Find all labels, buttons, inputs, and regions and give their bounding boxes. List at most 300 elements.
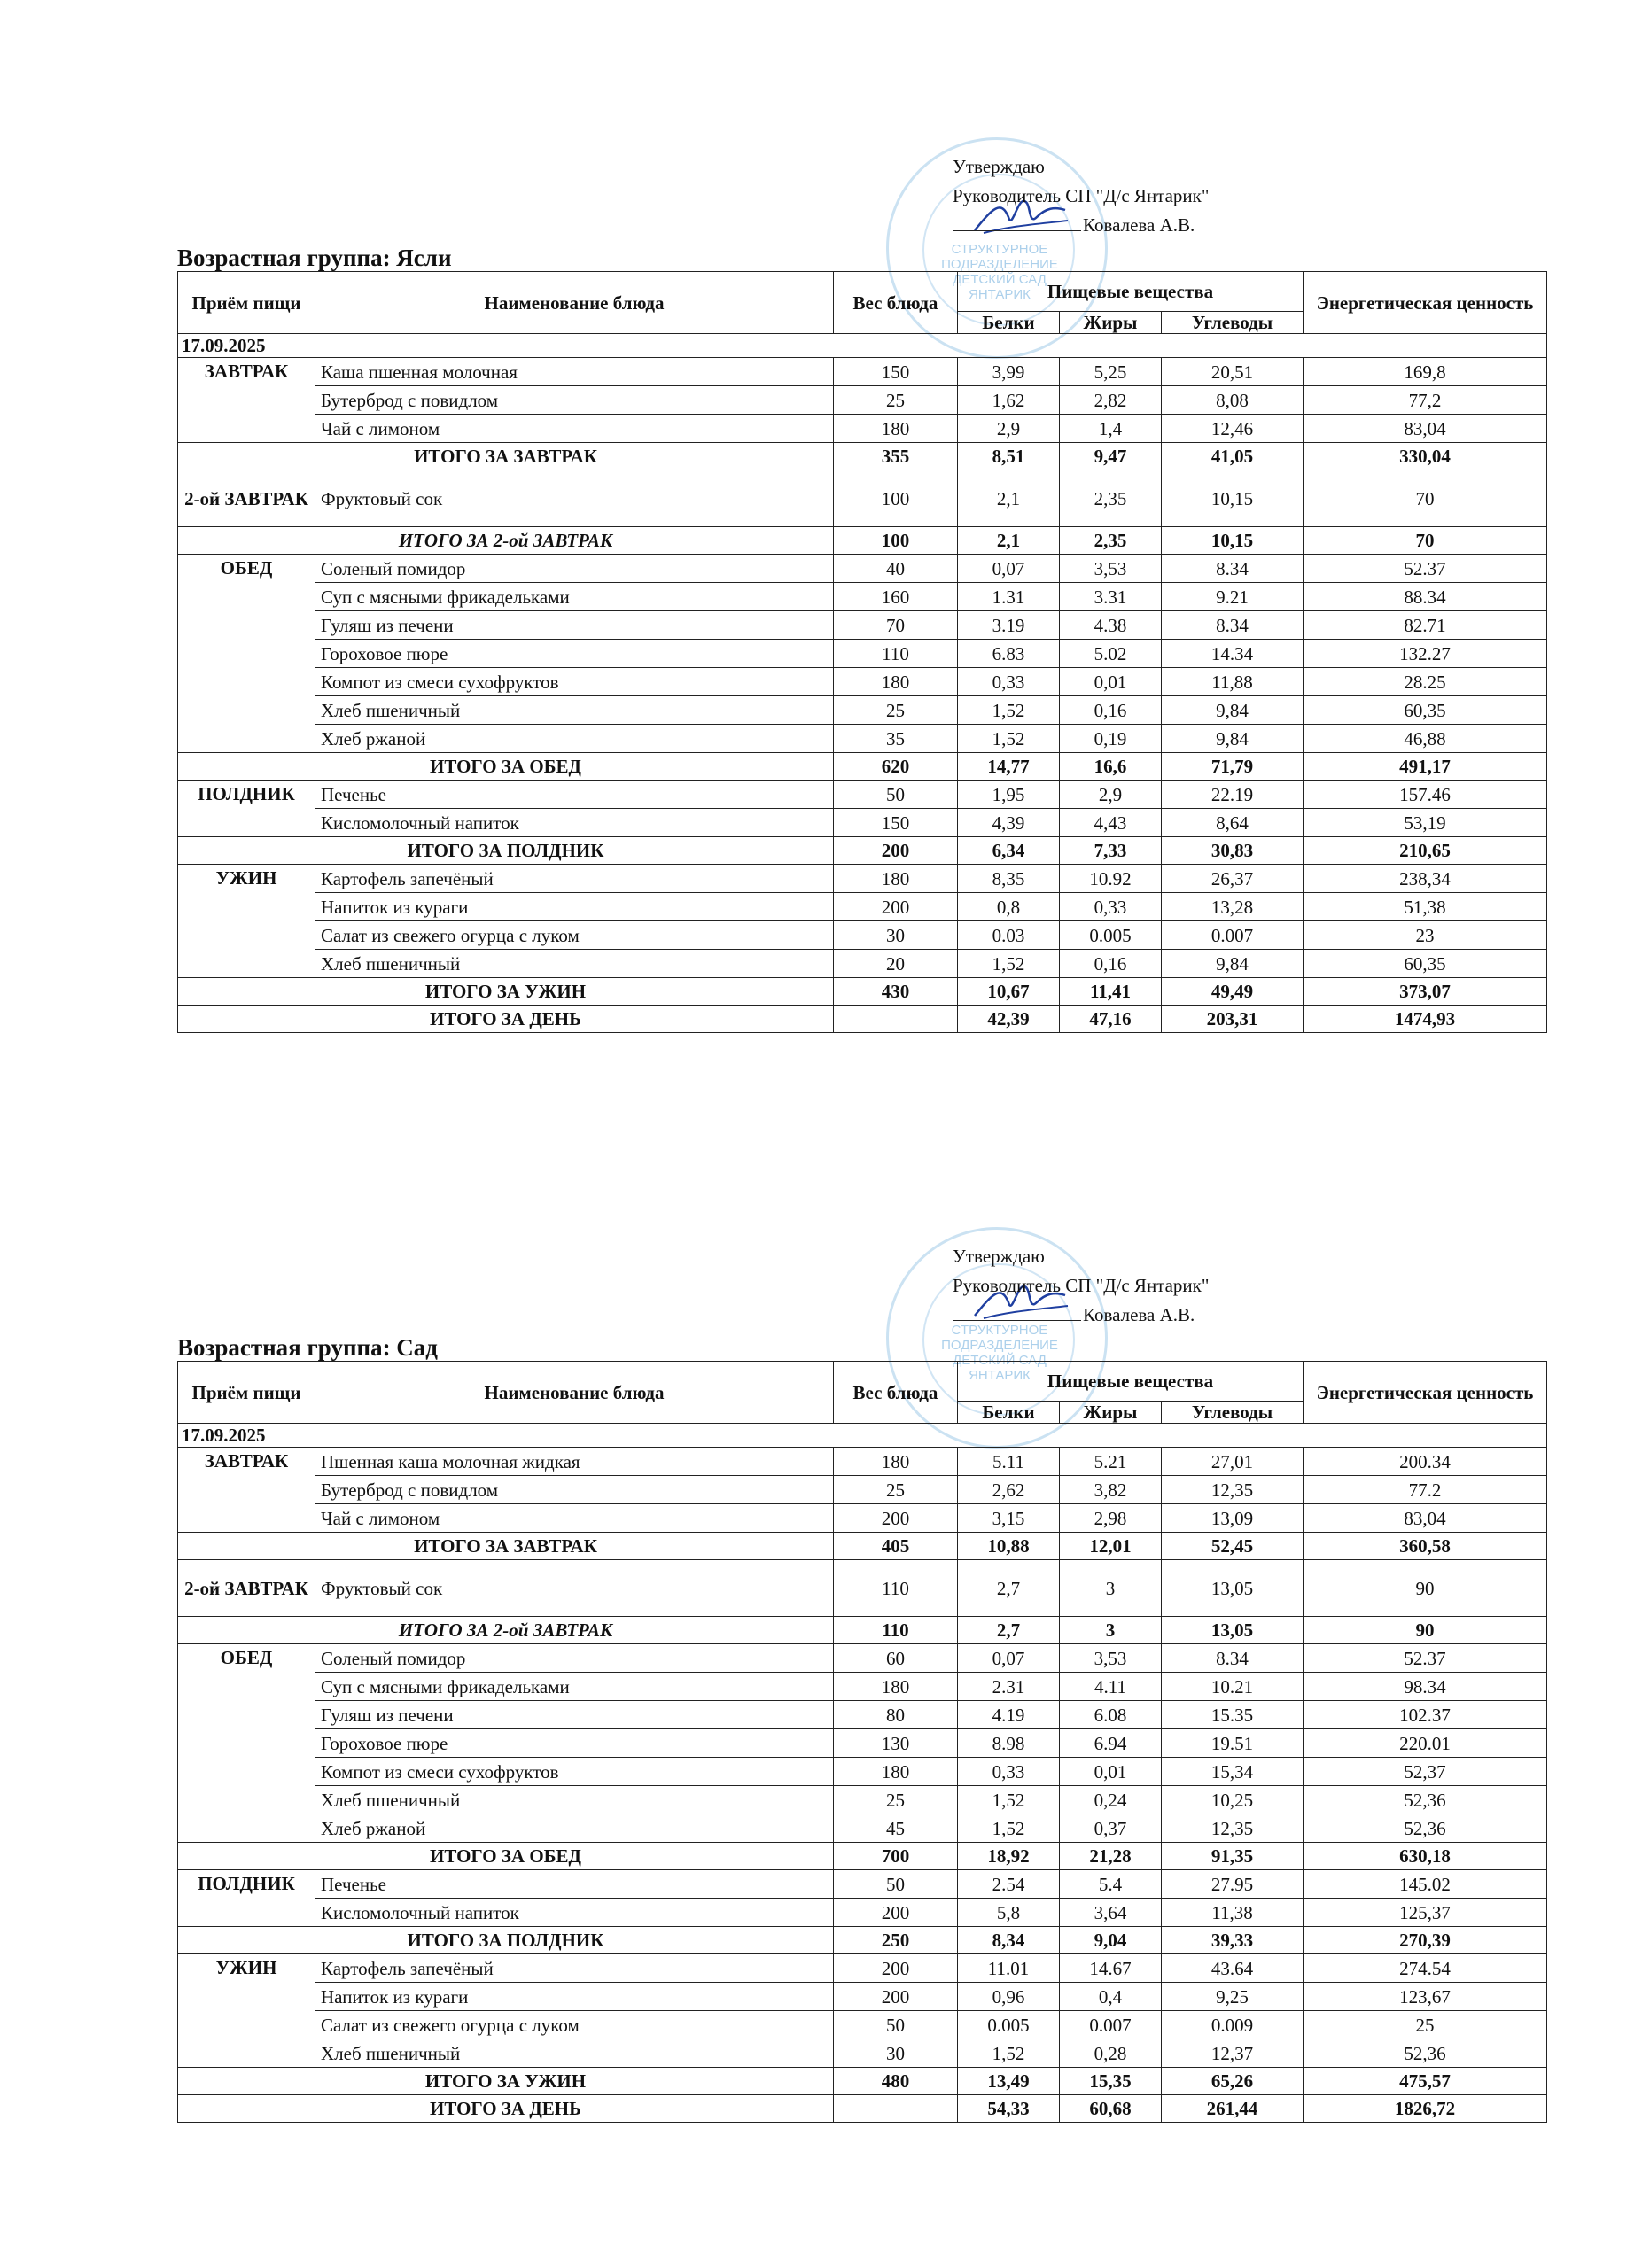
dish-fats: 2,82	[1060, 386, 1162, 415]
dish-carbs: 12,35	[1162, 1814, 1304, 1843]
total-energy: 630,18	[1304, 1843, 1547, 1870]
meal-name: УЖИН	[178, 1954, 315, 2068]
total-weight: 700	[834, 1843, 958, 1870]
dish-name: Хлеб пшеничный	[315, 950, 834, 978]
dish-name: Чай с лимоном	[315, 1504, 834, 1533]
dish-carbs: 12,35	[1162, 1476, 1304, 1504]
meal-total-label: ИТОГО ЗА УЖИН	[178, 978, 834, 1006]
dish-fats: 0,01	[1060, 668, 1162, 696]
dish-energy: 25	[1304, 2011, 1547, 2039]
total-weight: 250	[834, 1927, 958, 1954]
date-row	[178, 1424, 1547, 1448]
dish-row	[178, 2039, 1547, 2068]
dish-fats: 14.67	[1060, 1954, 1162, 1983]
dish-name: Напиток из кураги	[315, 1983, 834, 2011]
total-energy: 330,04	[1304, 443, 1547, 470]
total-proteins: 8,51	[958, 443, 1060, 470]
dish-energy: 98.34	[1304, 1673, 1547, 1701]
menu-table	[177, 1361, 1547, 2123]
dish-proteins: 1.31	[958, 583, 1060, 611]
dish-name: Гуляш из печени	[315, 1701, 834, 1729]
dish-proteins: 1,52	[958, 1786, 1060, 1814]
dish-row	[178, 1701, 1547, 1729]
dish-energy: 60,35	[1304, 950, 1547, 978]
dish-carbs: 8.34	[1162, 1644, 1304, 1673]
menu-date: 17.09.2025	[178, 1424, 1547, 1448]
approver-signature-line	[953, 1301, 1209, 1330]
dish-energy: 157.46	[1304, 781, 1547, 809]
total-proteins: 6,34	[958, 837, 1060, 865]
meal-total-row	[178, 443, 1547, 470]
total-energy: 360,58	[1304, 1533, 1547, 1560]
header-row	[178, 1362, 1547, 1402]
meal-total-row	[178, 1927, 1547, 1954]
total-proteins: 13,49	[958, 2068, 1060, 2095]
dish-fats: 0.007	[1060, 2011, 1162, 2039]
dish-energy: 53,19	[1304, 809, 1547, 837]
dish-row	[178, 921, 1547, 950]
dish-energy: 90	[1304, 1560, 1547, 1617]
dish-weight: 100	[834, 470, 958, 527]
day-total-label: ИТОГО ЗА ДЕНЬ	[178, 2095, 834, 2123]
meal-name: 2-ой ЗАВТРАК	[178, 470, 315, 527]
total-weight: 355	[834, 443, 958, 470]
meal-total-label: ИТОГО ЗА УЖИН	[178, 2068, 834, 2095]
total-fats: 15,35	[1060, 2068, 1162, 2095]
dish-weight: 70	[834, 611, 958, 640]
dish-carbs: 9.21	[1162, 583, 1304, 611]
total-weight: 405	[834, 1533, 958, 1560]
total-proteins: 2,7	[958, 1617, 1060, 1644]
total-fats: 9,04	[1060, 1927, 1162, 1954]
dish-fats: 10.92	[1060, 865, 1162, 893]
meal-total-row	[178, 753, 1547, 781]
day-total-energy: 1826,72	[1304, 2095, 1547, 2123]
dish-weight: 35	[834, 725, 958, 753]
meal-total-row	[178, 1617, 1547, 1644]
col-carbs-header: Углеводы	[1162, 1402, 1304, 1424]
total-fats: 21,28	[1060, 1843, 1162, 1870]
dish-weight: 20	[834, 950, 958, 978]
dish-name: Фруктовый сок	[315, 1560, 834, 1617]
dish-weight: 180	[834, 415, 958, 443]
dish-carbs: 27.95	[1162, 1870, 1304, 1899]
total-fats: 7,33	[1060, 837, 1162, 865]
meal-total-row	[178, 837, 1547, 865]
dish-proteins: 1,52	[958, 725, 1060, 753]
dish-energy: 274.54	[1304, 1954, 1547, 1983]
menu-table	[177, 271, 1547, 1033]
dish-fats: 4.38	[1060, 611, 1162, 640]
total-carbs: 39,33	[1162, 1927, 1304, 1954]
approver-name: Ковалева А.В.	[1083, 214, 1195, 236]
dish-proteins: 8.98	[958, 1729, 1060, 1758]
dish-carbs: 26,37	[1162, 865, 1304, 893]
dish-proteins: 8,35	[958, 865, 1060, 893]
dish-proteins: 6.83	[958, 640, 1060, 668]
dish-name: Салат из свежего огурца с луком	[315, 2011, 834, 2039]
dish-fats: 2,35	[1060, 470, 1162, 527]
dish-energy: 88.34	[1304, 583, 1547, 611]
col-proteins-header: Белки	[958, 1402, 1060, 1424]
dish-proteins: 1,95	[958, 781, 1060, 809]
col-dish-header: Наименование блюда	[315, 272, 834, 334]
dish-fats: 5,25	[1060, 358, 1162, 386]
dish-row	[178, 1448, 1547, 1476]
total-energy: 491,17	[1304, 753, 1547, 781]
col-meal-header: Приём пищи	[178, 1362, 315, 1424]
dish-row	[178, 470, 1547, 527]
dish-name: Печенье	[315, 781, 834, 809]
dish-name: Гороховое пюре	[315, 640, 834, 668]
dish-energy: 83,04	[1304, 1504, 1547, 1533]
dish-row	[178, 386, 1547, 415]
dish-energy: 52,36	[1304, 2039, 1547, 2068]
dish-weight: 80	[834, 1701, 958, 1729]
dish-proteins: 2.54	[958, 1870, 1060, 1899]
dish-carbs: 13,05	[1162, 1560, 1304, 1617]
meal-total-row	[178, 978, 1547, 1006]
dish-name: Хлеб пшеничный	[315, 1786, 834, 1814]
dish-weight: 200	[834, 893, 958, 921]
day-total-weight	[834, 2095, 958, 2123]
dish-weight: 200	[834, 1504, 958, 1533]
day-total-row	[178, 2095, 1547, 2123]
col-proteins-header: Белки	[958, 312, 1060, 334]
dish-carbs: 9,84	[1162, 950, 1304, 978]
dish-proteins: 0.03	[958, 921, 1060, 950]
dish-weight: 25	[834, 696, 958, 725]
day-total-proteins: 42,39	[958, 1006, 1060, 1033]
dish-row	[178, 1814, 1547, 1843]
total-fats: 11,41	[1060, 978, 1162, 1006]
meal-name: ОБЕД	[178, 555, 315, 753]
dish-row	[178, 668, 1547, 696]
dish-carbs: 22.19	[1162, 781, 1304, 809]
total-proteins: 18,92	[958, 1843, 1060, 1870]
day-total-row	[178, 1006, 1547, 1033]
total-carbs: 52,45	[1162, 1533, 1304, 1560]
dish-row	[178, 696, 1547, 725]
dish-carbs: 15,34	[1162, 1758, 1304, 1786]
total-energy: 270,39	[1304, 1927, 1547, 1954]
meal-total-label: ИТОГО ЗА ПОЛДНИК	[178, 1927, 834, 1954]
dish-fats: 4.11	[1060, 1673, 1162, 1701]
dish-carbs: 10.21	[1162, 1673, 1304, 1701]
dish-row	[178, 1476, 1547, 1504]
dish-energy: 77.2	[1304, 1476, 1547, 1504]
dish-row	[178, 2011, 1547, 2039]
dish-name: Бутерброд с повидлом	[315, 1476, 834, 1504]
dish-weight: 150	[834, 358, 958, 386]
approver-name: Ковалева А.В.	[1083, 1304, 1195, 1325]
total-proteins: 10,67	[958, 978, 1060, 1006]
dish-energy: 52,36	[1304, 1786, 1547, 1814]
total-carbs: 49,49	[1162, 978, 1304, 1006]
dish-proteins: 4,39	[958, 809, 1060, 837]
day-total-label: ИТОГО ЗА ДЕНЬ	[178, 1006, 834, 1033]
dish-carbs: 20,51	[1162, 358, 1304, 386]
dish-proteins: 1,52	[958, 950, 1060, 978]
dish-weight: 200	[834, 1954, 958, 1983]
dish-carbs: 11,38	[1162, 1899, 1304, 1927]
meal-name: УЖИН	[178, 865, 315, 978]
dish-proteins: 1,52	[958, 2039, 1060, 2068]
dish-fats: 3.31	[1060, 583, 1162, 611]
dish-energy: 52,37	[1304, 1758, 1547, 1786]
dish-name: Суп с мясными фрикадельками	[315, 583, 834, 611]
date-row	[178, 334, 1547, 358]
total-carbs: 13,05	[1162, 1617, 1304, 1644]
dish-name: Печенье	[315, 1870, 834, 1899]
approver-position: Руководитель СП "Д/с Янтарик"	[953, 1275, 1210, 1296]
meal-name: 2-ой ЗАВТРАК	[178, 1560, 315, 1617]
dish-fats: 3,64	[1060, 1899, 1162, 1927]
dish-carbs: 9,25	[1162, 1983, 1304, 2011]
total-carbs: 71,79	[1162, 753, 1304, 781]
dish-carbs: 43.64	[1162, 1954, 1304, 1983]
approver-signature-line	[953, 211, 1209, 240]
dish-name: Хлеб ржаной	[315, 725, 834, 753]
dish-weight: 30	[834, 2039, 958, 2068]
dish-proteins: 1,52	[958, 696, 1060, 725]
dish-weight: 180	[834, 865, 958, 893]
dish-proteins: 1,62	[958, 386, 1060, 415]
total-energy: 475,57	[1304, 2068, 1547, 2095]
dish-name: Салат из свежего огурца с луком	[315, 921, 834, 950]
total-proteins: 14,77	[958, 753, 1060, 781]
dish-carbs: 13,09	[1162, 1504, 1304, 1533]
dish-row	[178, 1729, 1547, 1758]
dish-weight: 180	[834, 668, 958, 696]
dish-row	[178, 1870, 1547, 1899]
dish-energy: 145.02	[1304, 1870, 1547, 1899]
dish-carbs: 0.007	[1162, 921, 1304, 950]
dish-energy: 82.71	[1304, 611, 1547, 640]
dish-energy: 200.34	[1304, 1448, 1547, 1476]
dish-fats: 3,53	[1060, 1644, 1162, 1673]
dish-carbs: 13,28	[1162, 893, 1304, 921]
dish-name: Картофель запечёный	[315, 865, 834, 893]
dish-weight: 50	[834, 2011, 958, 2039]
meal-total-row	[178, 527, 1547, 555]
meal-total-label: ИТОГО ЗА ПОЛДНИК	[178, 837, 834, 865]
meal-total-label: ИТОГО ЗА ЗАВТРАК	[178, 1533, 834, 1560]
dish-carbs: 8,64	[1162, 809, 1304, 837]
dish-fats: 3	[1060, 1560, 1162, 1617]
dish-weight: 110	[834, 640, 958, 668]
dish-weight: 25	[834, 1476, 958, 1504]
dish-proteins: 0,33	[958, 1758, 1060, 1786]
dish-energy: 28.25	[1304, 668, 1547, 696]
dish-proteins: 3,99	[958, 358, 1060, 386]
dish-energy: 220.01	[1304, 1729, 1547, 1758]
dish-weight: 25	[834, 1786, 958, 1814]
col-energy-header: Энергетическая ценность	[1304, 1362, 1547, 1424]
dish-weight: 150	[834, 809, 958, 837]
total-weight: 110	[834, 1617, 958, 1644]
total-carbs: 30,83	[1162, 837, 1304, 865]
stamp-inscription: СТРУКТУРНОЕ ПОДРАЗДЕЛЕНИЕ ДЕТСКИЙ САД ЯНТАРИК	[941, 1323, 1058, 1383]
col-fats-header: Жиры	[1060, 312, 1162, 334]
dish-proteins: 2,1	[958, 470, 1060, 527]
day-total-carbs: 261,44	[1162, 2095, 1304, 2123]
dish-name: Гуляш из печени	[315, 611, 834, 640]
dish-fats: 5.4	[1060, 1870, 1162, 1899]
dish-fats: 0,01	[1060, 1758, 1162, 1786]
dish-name: Гороховое пюре	[315, 1729, 834, 1758]
dish-row	[178, 893, 1547, 921]
dish-row	[178, 1954, 1547, 1983]
dish-fats: 3,82	[1060, 1476, 1162, 1504]
dish-carbs: 8.34	[1162, 555, 1304, 583]
dish-carbs: 19.51	[1162, 1729, 1304, 1758]
dish-weight: 200	[834, 1983, 958, 2011]
dish-row	[178, 809, 1547, 837]
dish-carbs: 11,88	[1162, 668, 1304, 696]
dish-fats: 0,16	[1060, 696, 1162, 725]
day-total-energy: 1474,93	[1304, 1006, 1547, 1033]
dish-proteins: 0,96	[958, 1983, 1060, 2011]
day-total-fats: 47,16	[1060, 1006, 1162, 1033]
dish-weight: 50	[834, 781, 958, 809]
dish-weight: 180	[834, 1758, 958, 1786]
total-fats: 2,35	[1060, 527, 1162, 555]
dish-energy: 52.37	[1304, 555, 1547, 583]
dish-proteins: 2,7	[958, 1560, 1060, 1617]
dish-carbs: 14.34	[1162, 640, 1304, 668]
header-row	[178, 272, 1547, 312]
dish-energy: 70	[1304, 470, 1547, 527]
approver-position: Руководитель СП "Д/с Янтарик"	[953, 185, 1210, 206]
total-carbs: 65,26	[1162, 2068, 1304, 2095]
dish-fats: 6.08	[1060, 1701, 1162, 1729]
dish-weight: 130	[834, 1729, 958, 1758]
meal-total-row	[178, 1843, 1547, 1870]
dish-row	[178, 358, 1547, 386]
col-nutrients-header: Пищевые вещества	[958, 272, 1304, 312]
approve-label: Утверждаю	[953, 1246, 1045, 1267]
dish-row	[178, 611, 1547, 640]
dish-row	[178, 1786, 1547, 1814]
col-dish-header: Наименование блюда	[315, 1362, 834, 1424]
total-weight: 200	[834, 837, 958, 865]
total-weight: 620	[834, 753, 958, 781]
meal-total-label: ИТОГО ЗА ЗАВТРАК	[178, 443, 834, 470]
dish-carbs: 27,01	[1162, 1448, 1304, 1476]
dish-row	[178, 865, 1547, 893]
dish-row	[178, 1504, 1547, 1533]
meal-name: ЗАВТРАК	[178, 1448, 315, 1533]
dish-energy: 238,34	[1304, 865, 1547, 893]
dish-row	[178, 415, 1547, 443]
group-title: Возрастная группа: Сад	[177, 1334, 438, 1361]
dish-proteins: 0,33	[958, 668, 1060, 696]
dish-name: Суп с мясными фрикадельками	[315, 1673, 834, 1701]
dish-row	[178, 1673, 1547, 1701]
col-energy-header: Энергетическая ценность	[1304, 272, 1547, 334]
dish-weight: 160	[834, 583, 958, 611]
dish-fats: 6.94	[1060, 1729, 1162, 1758]
signature-line	[953, 1301, 1081, 1321]
total-carbs: 41,05	[1162, 443, 1304, 470]
dish-proteins: 3,15	[958, 1504, 1060, 1533]
approval-block	[953, 1242, 1209, 1330]
meal-name: ПОЛДНИК	[178, 781, 315, 837]
dish-weight: 180	[834, 1448, 958, 1476]
day-total-proteins: 54,33	[958, 2095, 1060, 2123]
dish-row	[178, 640, 1547, 668]
dish-fats: 0,28	[1060, 2039, 1162, 2068]
total-carbs: 10,15	[1162, 527, 1304, 555]
dish-carbs: 8,08	[1162, 386, 1304, 415]
dish-fats: 1,4	[1060, 415, 1162, 443]
dish-proteins: 0,8	[958, 893, 1060, 921]
total-energy: 210,65	[1304, 837, 1547, 865]
meal-name: ПОЛДНИК	[178, 1870, 315, 1927]
dish-energy: 51,38	[1304, 893, 1547, 921]
meal-name: ЗАВТРАК	[178, 358, 315, 443]
dish-fats: 2,98	[1060, 1504, 1162, 1533]
day-total-carbs: 203,31	[1162, 1006, 1304, 1033]
dish-fats: 0,16	[1060, 950, 1162, 978]
col-weight-header: Вес блюда	[834, 272, 958, 334]
group-title: Возрастная группа: Ясли	[177, 245, 452, 271]
dish-energy: 169,8	[1304, 358, 1547, 386]
dish-name: Картофель запечёный	[315, 1954, 834, 1983]
dish-energy: 23	[1304, 921, 1547, 950]
dish-name: Компот из смеси сухофруктов	[315, 1758, 834, 1786]
dish-energy: 52.37	[1304, 1644, 1547, 1673]
dish-carbs: 10,25	[1162, 1786, 1304, 1814]
total-weight: 100	[834, 527, 958, 555]
dish-carbs: 8.34	[1162, 611, 1304, 640]
total-proteins: 2,1	[958, 527, 1060, 555]
dish-fats: 3,53	[1060, 555, 1162, 583]
dish-weight: 200	[834, 1899, 958, 1927]
total-energy: 373,07	[1304, 978, 1547, 1006]
dish-row	[178, 1758, 1547, 1786]
stamp-inscription: СТРУКТУРНОЕ ПОДРАЗДЕЛЕНИЕ ДЕТСКИЙ САД ЯНТАРИК	[941, 242, 1058, 302]
dish-fats: 0,33	[1060, 893, 1162, 921]
dish-proteins: 5,8	[958, 1899, 1060, 1927]
dish-row	[178, 1983, 1547, 2011]
approve-label: Утверждаю	[953, 156, 1045, 177]
dish-weight: 45	[834, 1814, 958, 1843]
dish-fats: 0.005	[1060, 921, 1162, 950]
signature-line	[953, 211, 1081, 231]
dish-row	[178, 555, 1547, 583]
menu-date: 17.09.2025	[178, 334, 1547, 358]
dish-fats: 0,19	[1060, 725, 1162, 753]
dish-proteins: 2,9	[958, 415, 1060, 443]
dish-carbs: 15.35	[1162, 1701, 1304, 1729]
total-fats: 16,6	[1060, 753, 1162, 781]
dish-name: Кисломолочный напиток	[315, 809, 834, 837]
dish-weight: 25	[834, 386, 958, 415]
dish-name: Хлеб пшеничный	[315, 696, 834, 725]
meal-total-label: ИТОГО ЗА 2-ой ЗАВТРАК	[178, 1617, 834, 1644]
dish-fats: 5.21	[1060, 1448, 1162, 1476]
total-proteins: 10,88	[958, 1533, 1060, 1560]
total-carbs: 91,35	[1162, 1843, 1304, 1870]
dish-row	[178, 725, 1547, 753]
dish-proteins: 11.01	[958, 1954, 1060, 1983]
dish-name: Хлеб пшеничный	[315, 2039, 834, 2068]
dish-energy: 132.27	[1304, 640, 1547, 668]
dish-proteins: 0,07	[958, 555, 1060, 583]
dish-row	[178, 781, 1547, 809]
